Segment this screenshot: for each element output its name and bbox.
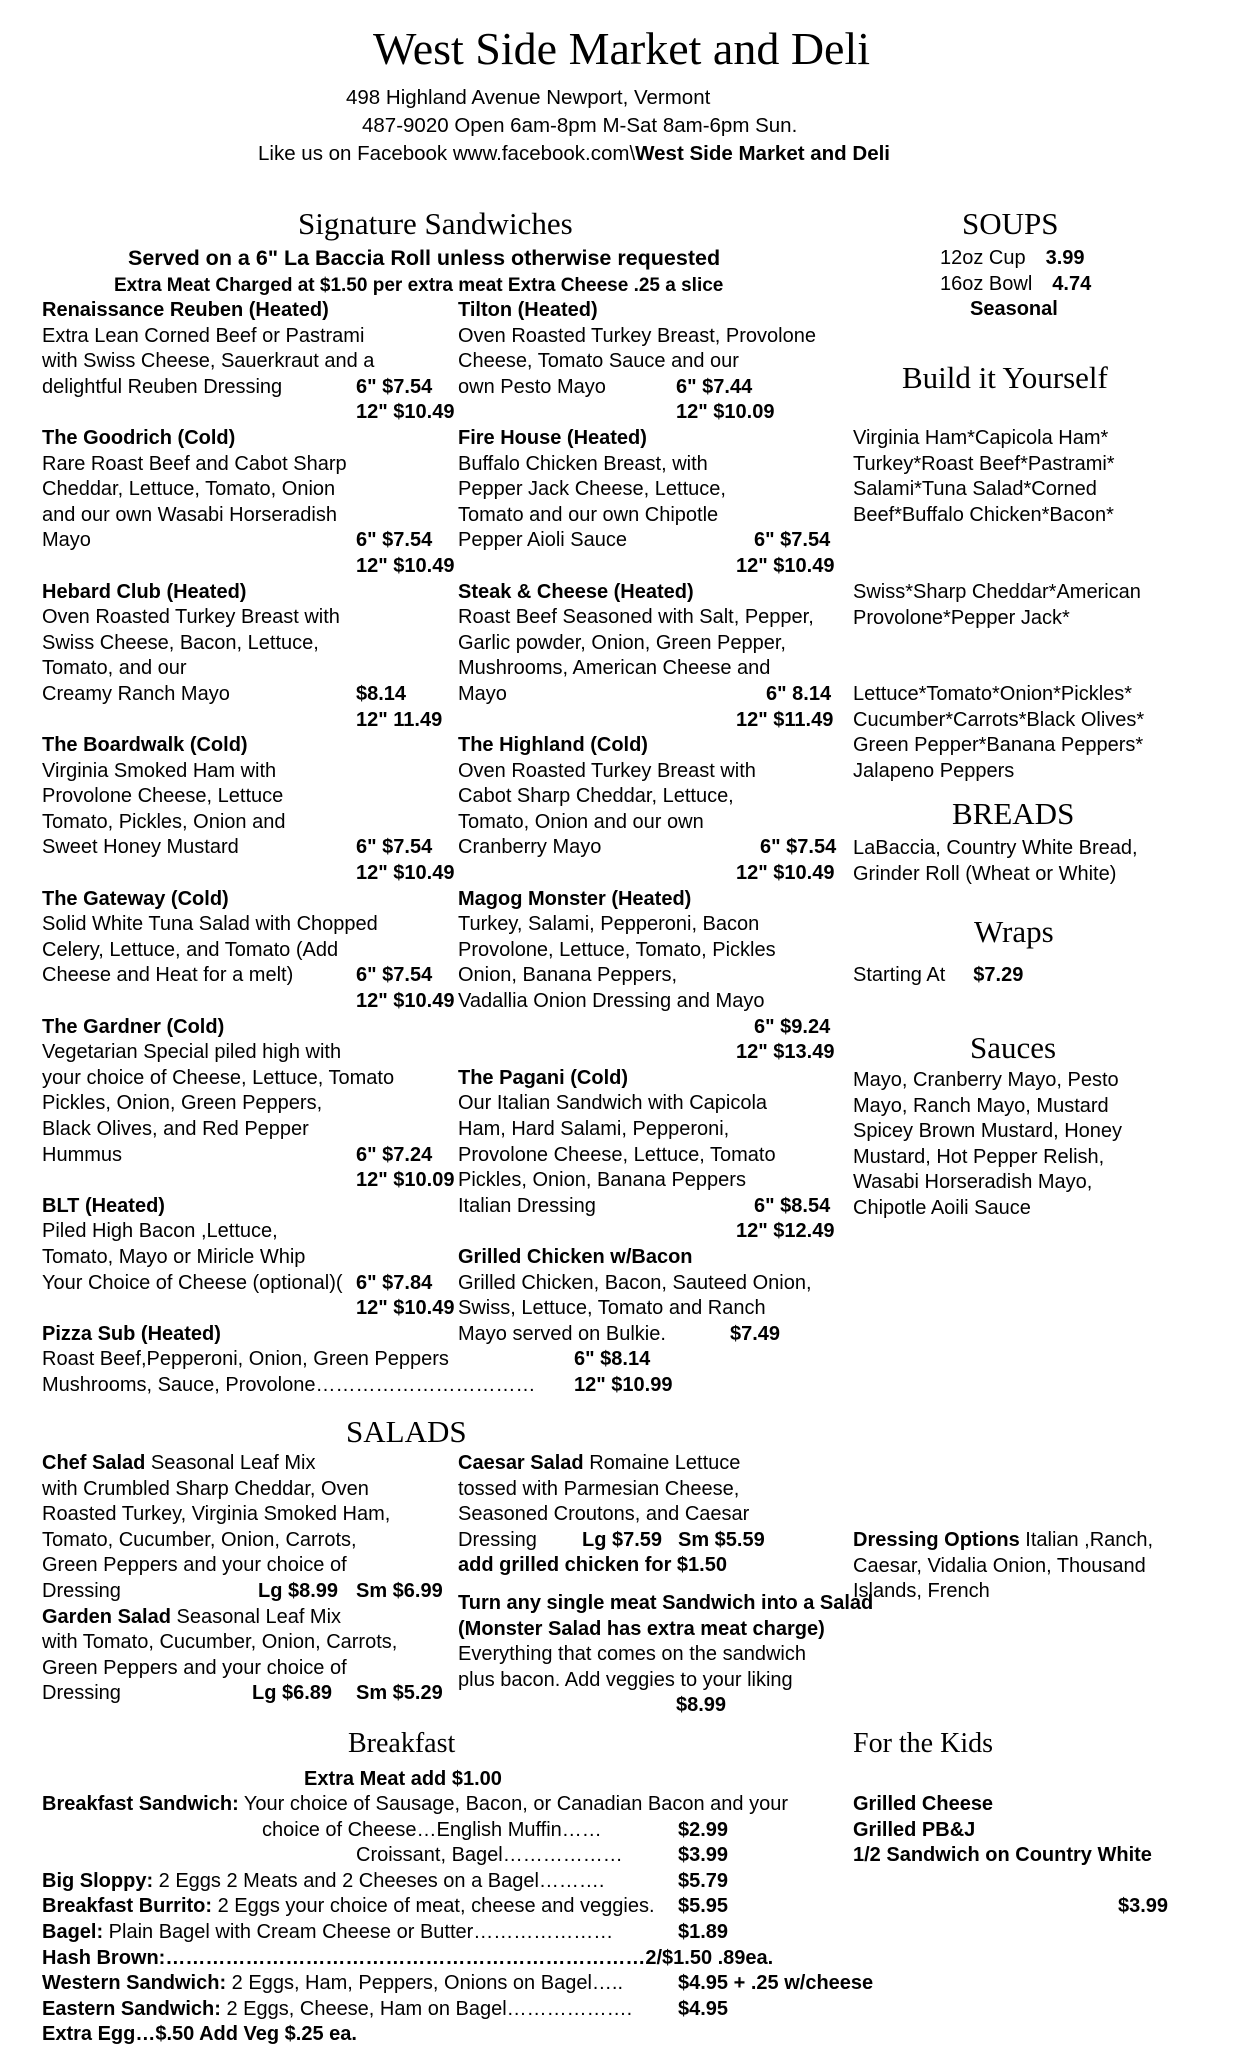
sandwich-desc: Vegetarian Special piled high with [42,1041,342,1064]
sandwich-desc: Mushrooms, American Cheese and [458,657,771,680]
sandwich-desc: your choice of Cheese, Lettuce, Tomato [42,1066,395,1089]
price-6: 6" $7.54 [754,529,831,552]
breakfast-desc: 2 Eggs 2 Meats and 2 Cheeses on a Bagel………. [153,1869,605,1892]
build-veggies [853,682,1144,784]
sandwich-desc: Provolone Cheese, Lettuce, Tomato [458,1143,776,1166]
page-title: West Side Market and Deli [372,23,871,74]
breakfast-label: Eastern Sandwich: [42,1997,221,2020]
breakfast-desc: Your choice of Sausage, Bacon, or Canadian Bacon and your [238,1793,789,1815]
price-12: 12" $10.49 [356,401,455,424]
salad-turn: Everything that comes on the sandwich [458,1643,806,1666]
sandwich-desc: Onion, Banana Peppers, [458,964,678,987]
price-6: $8.14 [356,682,407,705]
sandwich-desc: Mushrooms, Sauce, Provolone…………………………… [42,1373,536,1396]
build-heading: Build it Yourself [902,360,1108,395]
kids-price: $3.99 [1118,1895,1169,1917]
salad-desc: Tomato, Cucumber, Onion, Carrots, [42,1528,357,1551]
breakfast-list [42,1792,874,2048]
wraps-heading: Wraps [974,914,1054,949]
kids-heading: For the Kids [853,1728,993,1759]
sauce-line: Mayo, Ranch Mayo, Mustard [853,1094,1109,1117]
salad-turn: (Monster Salad has extra meat charge) [458,1617,825,1640]
sandwich-desc: Piled High Bacon ,Lettuce, [42,1220,278,1243]
salad-turn: Turn any single meat Sandwich into a Salad [458,1591,874,1614]
build-line: Turkey*Roast Beef*Pastrami* [853,452,1115,475]
breakfast-desc: 2 Eggs, Ham, Peppers, Onions on Bagel….. [226,1972,623,1995]
sandwich-desc: Virginia Smoked Ham with [42,759,277,782]
sandwich-desc: Solid White Tuna Salad with Chopped [42,913,378,936]
sauce-line: Chipotle Aoili Sauce [853,1196,1031,1219]
price-12: 12" $12.49 [736,1220,835,1243]
price-6: 6" $8.14 [574,1348,651,1371]
salad-desc: with Crumbled Sharp Cheddar, Oven [42,1477,369,1500]
sandwich-name: The Boardwalk (Cold) [42,734,248,757]
salad-desc: Seasonal Leaf Mix [170,1605,342,1628]
breakfast-desc: …$.50 Add Veg $.25 ea. [135,2023,357,2046]
sandwich-desc: Pepper Aioli Sauce [458,529,628,552]
sandwich-name: Tilton (Heated) [458,299,598,321]
sandwich-desc: Tomato, Onion and our own [458,810,704,833]
build-line: Lettuce*Tomato*Onion*Pickles* [853,683,1133,705]
kids-item: Grilled PB&J [853,1818,976,1841]
price-12: 12" $10.99 [574,1373,673,1396]
salad-turn: plus bacon. Add veggies to your liking [458,1668,793,1691]
address: 498 Highland Avenue Newport, Vermont [346,86,711,109]
salad-sm-price: Sm $6.99 [356,1579,443,1602]
sandwich-desc: Roast Beef Seasoned with Salt, Pepper, [458,606,814,629]
facebook-name: West Side Market and Deli [635,142,890,165]
salad-desc: Dressing [42,1579,121,1602]
dressing-line: Caesar, Vidalia Onion, Thousand [853,1554,1146,1577]
bread-line: Grinder Roll (Wheat or White) [853,862,1117,885]
sandwich-desc: Buffalo Chicken Breast, with [458,452,708,475]
bread-line: LaBaccia, Country White Bread, [853,837,1138,859]
sandwich-desc: Oven Roasted Turkey Breast with [42,606,340,629]
breakfast-label: Western Sandwich: [42,1972,227,1995]
sandwich-desc: Tomato and our own Chipotle [458,503,719,526]
sandwich-desc: Swiss Cheese, Bacon, Lettuce, [42,631,319,654]
soup-bowl-label: 16oz Bowl [940,273,1033,295]
build-meats [853,426,1115,528]
sandwich-desc: Extra Lean Corned Beef or Pastrami [42,324,365,347]
served-note: Served on a 6" La Baccia Roll unless otherwise requested [128,246,721,270]
price-6: 6" $7.24 [356,1143,433,1166]
sauce-line: Spicey Brown Mustard, Honey [853,1120,1123,1143]
salads-left [42,1451,462,1707]
breakfast-desc: ………………………………………………………………2/$1.50 .89ea. [165,1946,774,1969]
price-6: 6" 8.14 [766,682,832,705]
breakfast-label: Breakfast Sandwich: [42,1793,239,1815]
soup-cup [940,247,1085,270]
sandwich-name: Magog Monster (Heated) [458,887,692,910]
sandwich-desc: Hummus [42,1143,123,1166]
breakfast-desc: Croissant, Bagel……………… [356,1844,623,1867]
sandwich-desc: and our own Wasabi Horseradish [42,503,337,526]
sandwich-desc: Your Choice of Cheese (optional)( [42,1271,343,1294]
extra-meat-note: Extra Meat Charged at $1.50 per extra meat Extra Cheese .25 a slice [114,275,724,296]
build-line: Beef*Buffalo Chicken*Bacon* [853,503,1114,526]
salad-desc: Dressing [458,1528,537,1551]
sauce-line: Mayo, Cranberry Mayo, Pesto [853,1069,1119,1091]
sandwich-desc: with Swiss Cheese, Sauerkraut and a [42,350,375,373]
price-6: 6" $7.84 [356,1271,433,1294]
price-6: 6" $9.24 [754,1015,831,1038]
sandwich-desc: Oven Roasted Turkey Breast, Provolone [458,324,816,347]
sandwich-desc: Cheese, Tomato Sauce and our [458,350,739,373]
salad-name: Chef Salad [42,1452,146,1474]
salad-lg-price: Lg $6.89 [252,1682,333,1705]
sandwich-name: Fire House (Heated) [458,426,647,449]
price-12: 12" $10.49 [356,990,455,1013]
salad-desc: Dressing [42,1682,121,1705]
breakfast-price: $3.99 [678,1844,729,1867]
sandwich-name: BLT (Heated) [42,1194,165,1217]
price-12: 12" 11.49 [356,708,443,731]
price-6: 6" $7.54 [356,529,433,552]
price-12: 12" $10.49 [736,554,835,577]
salad-name: Garden Salad [42,1605,171,1628]
salad-desc: Roasted Turkey, Virginia Smoked Ham, [42,1503,391,1526]
build-line: Swiss*Sharp Cheddar*American [853,581,1141,603]
dressing-line: Italian ,Ranch, [1019,1529,1154,1551]
sandwich-desc: Tomato, Mayo or Miricle Whip [42,1245,306,1268]
wraps-line [853,964,1023,987]
breakfast-label: Bagel: [42,1920,104,1943]
breakfast-label: Big Sloppy: [42,1869,154,1892]
sandwich-name: Renaissance Reuben (Heated) [42,299,329,321]
dressing-label: Dressing Options [853,1529,1020,1551]
price-12: 12" $13.49 [736,1041,835,1064]
sandwich-desc: Provolone Cheese, Lettuce [42,785,284,808]
sandwich-desc: Cranberry Mayo [458,836,602,859]
sandwich-desc: Sweet Honey Mustard [42,836,239,859]
breads-list [853,836,1138,887]
build-line: Virginia Ham*Capicola Ham* [853,427,1109,449]
salad-addon: add grilled chicken for $1.50 [458,1554,727,1577]
breakfast-price: $5.95 [678,1895,729,1918]
sandwich-name: Grilled Chicken w/Bacon [458,1245,693,1268]
sandwich-name: Hebard Club (Heated) [42,580,247,603]
sandwich-name: The Gardner (Cold) [42,1015,225,1038]
price-12: 12" $10.49 [356,1297,455,1320]
facebook-line [258,142,890,166]
breakfast-desc: Plain Bagel with Cream Cheese or Butter………………… [103,1920,614,1943]
build-line: Salami*Tuna Salad*Corned [853,478,1097,501]
sandwich-name: The Highland (Cold) [458,734,648,757]
sandwich-column-middle [458,298,838,1347]
sandwich-name: Pizza Sub (Heated) [42,1322,221,1345]
breakfast-desc: 2 Eggs your choice of meat, cheese and veggies. [212,1895,655,1918]
breakfast-price: $4.95 [678,1997,729,2020]
sandwich-desc: Cheddar, Lettuce, Tomato, Onion [42,478,336,501]
sandwich-desc: Tomato, Pickles, Onion and [42,810,286,833]
salad-desc: Seasonal Leaf Mix [145,1452,316,1474]
sandwich-desc: Mayo [42,529,91,552]
salad-desc: Seasoned Croutons, and Caesar [458,1503,750,1526]
sauce-line: Wasabi Horseradish Mayo, [853,1171,1093,1194]
salad-lg-price: Lg $7.59 [582,1528,663,1551]
price-6: 6" $8.54 [754,1194,831,1217]
sandwich-desc: Roast Beef,Pepperoni, Onion, Green Peppers [42,1348,449,1371]
sandwich-desc: Mayo [458,682,507,705]
sandwich-name: The Goodrich (Cold) [42,426,236,449]
breakfast-desc: 2 Eggs, Cheese, Ham on Bagel………………. [220,1997,633,2020]
sandwich-desc: Black Olives, and Red Pepper [42,1118,309,1140]
salad-lg-price: Lg $8.99 [258,1579,339,1602]
price-6: 6" $7.54 [356,836,433,859]
sandwich-desc: Swiss, Lettuce, Tomato and Ranch [458,1297,766,1320]
salad-desc: with Tomato, Cucumber, Onion, Carrots, [42,1631,398,1654]
build-line: Jalapeno Peppers [853,759,1015,782]
breakfast-label: Breakfast Burrito: [42,1895,213,1918]
salad-desc: Green Peppers and your choice of [42,1656,347,1679]
dressing-options [853,1528,1153,1605]
breakfast-label: Extra Egg [42,2023,136,2046]
kids-item: Grilled Cheese [853,1793,994,1815]
price-6: 6" $7.54 [356,964,433,987]
breakfast-label: Hash Brown: [42,1946,166,1969]
soup-bowl-price: 4.74 [1052,273,1092,295]
sandwich-desc: Tomato, and our [42,657,187,680]
price-6: 6" $7.44 [676,375,753,398]
sauce-line: Mustard, Hot Pepper Relish, [853,1145,1105,1168]
price-12: 12" $11.49 [736,708,834,731]
salad-name: Caesar Salad [458,1452,584,1474]
sandwich-desc: Pickles, Onion, Green Peppers, [42,1092,323,1115]
price-6: 6" $7.54 [760,836,837,859]
kids-item: 1/2 Sandwich on Country White [853,1844,1152,1867]
build-line: Cucumber*Carrots*Black Olives* [853,708,1145,731]
sandwich-desc: Pepper Jack Cheese, Lettuce, [458,478,726,501]
sandwich-desc: Vadallia Onion Dressing and Mayo [458,990,765,1013]
soup-cup-price: 3.99 [1045,247,1085,269]
price-12: 12" $10.09 [356,1169,455,1192]
sandwich-desc: Our Italian Sandwich with Capicola [458,1092,768,1115]
price-12: 12" $10.49 [736,862,835,885]
salads-heading: SALADS [346,1414,467,1449]
dressing-line: Islands, French [853,1580,990,1603]
price-6: 6" $7.54 [356,375,433,398]
salad-desc: tossed with Parmesian Cheese, [458,1477,740,1500]
price: $7.49 [730,1322,781,1345]
sandwich-desc: Italian Dressing [458,1194,596,1217]
sandwich-desc: Rare Roast Beef and Cabot Sharp [42,452,347,475]
sandwich-desc: Oven Roasted Turkey Breast with [458,759,756,782]
sauces-heading: Sauces [970,1030,1057,1065]
breads-heading: BREADS [952,796,1075,831]
kids-list [853,1792,1152,1869]
sandwich-desc: Turkey, Salami, Pepperoni, Bacon [458,913,760,936]
sandwich-name: The Pagani (Cold) [458,1066,628,1089]
sandwich-desc: Cabot Sharp Cheddar, Lettuce, [458,785,734,808]
sandwich-desc: Garlic powder, Onion, Green Pepper, [458,631,786,654]
sandwich-desc: Grilled Chicken, Bacon, Sauteed Onion, [458,1271,812,1294]
breakfast-price: $1.89 [678,1920,729,1943]
sandwich-desc: Celery, Lettuce, and Tomato (Add [42,938,339,961]
sandwich-name: The Gateway (Cold) [42,887,229,910]
price-12: 12" $10.49 [356,554,455,577]
build-cheeses [853,580,1141,631]
breakfast-price: $4.95 + .25 w/cheese [678,1972,874,1995]
salad-desc: Green Peppers and your choice of [42,1554,347,1577]
breakfast-price: $5.79 [678,1869,729,1892]
soup-cup-label: 12oz Cup [940,247,1026,269]
build-line: Green Pepper*Banana Peppers* [853,734,1144,757]
salad-sm-price: Sm $5.29 [356,1682,443,1705]
sandwich-name: Steak & Cheese (Heated) [458,580,694,603]
salad-turn-price: $8.99 [676,1694,727,1717]
salad-sm-price: Sm $5.59 [678,1528,765,1551]
sandwich-desc: Mayo served on Bulkie. [458,1322,666,1345]
salad-desc: Romaine Lettuce [583,1452,741,1474]
breakfast-price: $2.99 [678,1818,729,1841]
sandwich-desc: Cheese and Heat for a melt) [42,964,294,987]
facebook-url: Like us on Facebook www.facebook.com\ [258,142,636,165]
soup-seasonal: Seasonal [970,298,1058,320]
breakfast-heading: Breakfast [348,1728,456,1759]
phone-hours: 487-9020 Open 6am-8pm M-Sat 8am-6pm Sun. [362,114,798,137]
soups-heading: SOUPS [962,206,1059,241]
sauces-list [853,1068,1122,1222]
build-line: Provolone*Pepper Jack* [853,606,1070,629]
sandwich-desc: Creamy Ranch Mayo [42,682,230,705]
salads-middle [458,1451,874,1719]
wraps-price: $7.29 [973,964,1024,986]
sandwich-desc: Pickles, Onion, Banana Peppers [458,1169,746,1192]
sandwich-desc: own Pesto Mayo [458,375,606,398]
sandwich-desc: Provolone, Lettuce, Tomato, Pickles [458,938,776,961]
breakfast-extra-meat: Extra Meat add $1.00 [304,1768,502,1790]
breakfast-desc: choice of Cheese…English Muffin…… [262,1818,602,1841]
price-12: 12" $10.09 [676,401,775,424]
sandwich-desc: delightful Reuben Dressing [42,375,283,398]
signature-heading: Signature Sandwiches [298,206,573,241]
price-12: 12" $10.49 [356,862,455,885]
sandwich-desc: Ham, Hard Salami, Pepperoni, [458,1118,730,1140]
soup-bowl [940,273,1091,296]
wraps-label: Starting At [853,964,946,986]
